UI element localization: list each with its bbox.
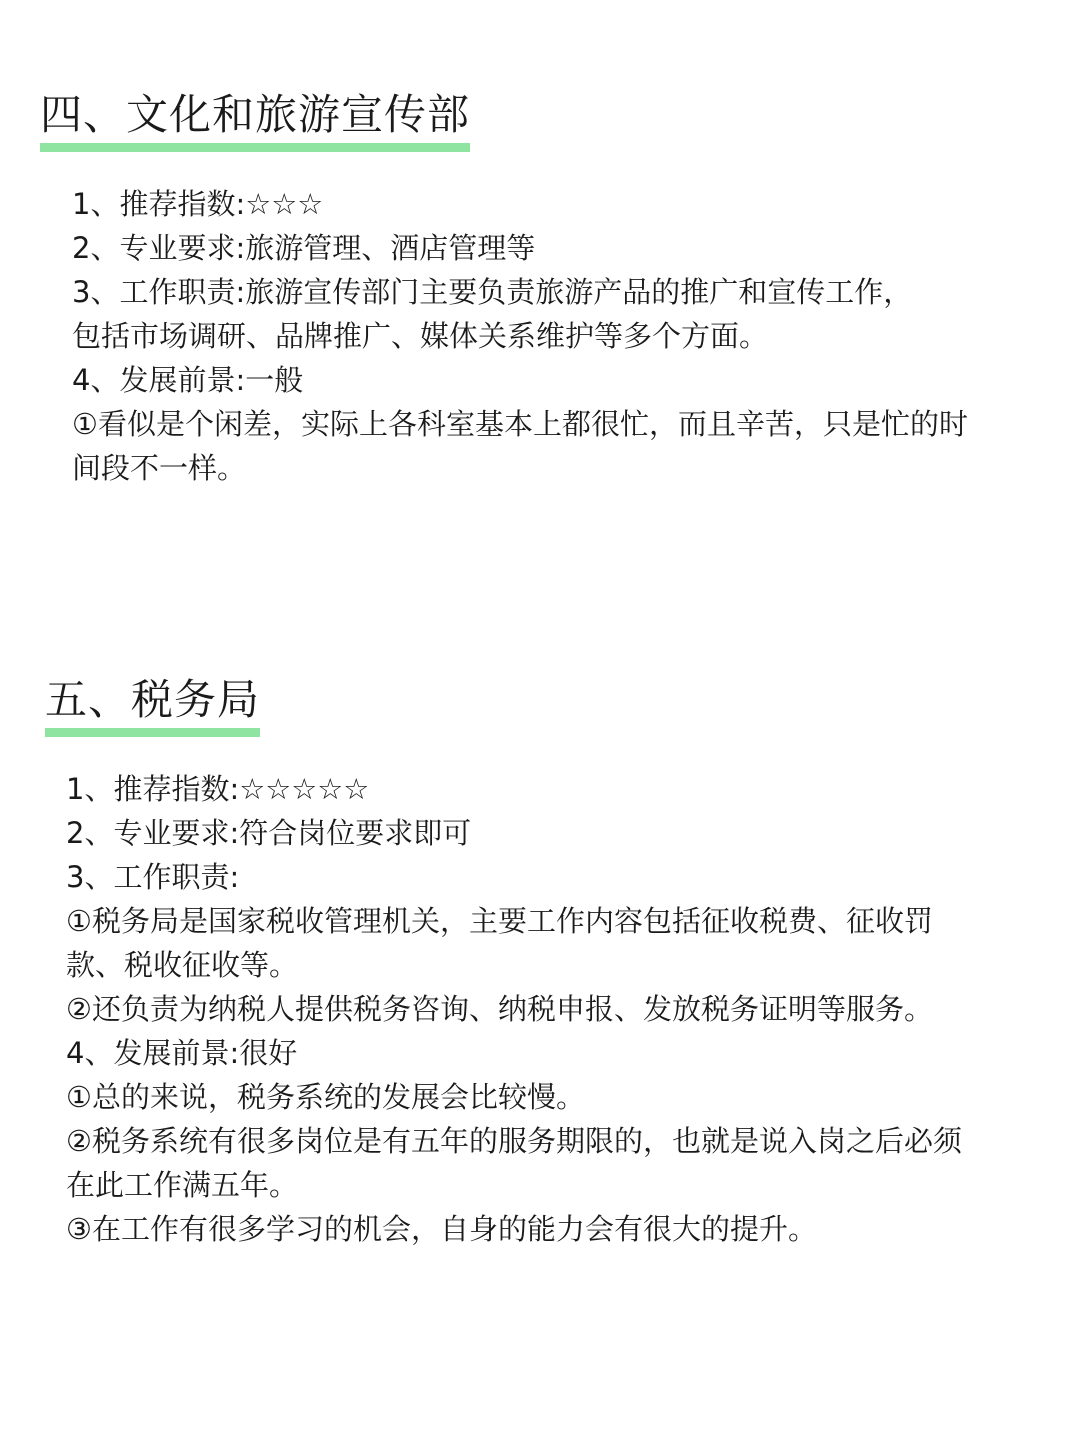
job-duty-item-continued-line: 款、税收征收等。 bbox=[66, 948, 299, 982]
prospect-item-line: ②税务系统有很多岗位是有五年的服务期限的，也就是说入岗之后必须 bbox=[66, 1124, 962, 1158]
job-duty-line: 3、工作职责: bbox=[66, 860, 240, 894]
prospect-line: 4、发展前景:一般 bbox=[72, 363, 304, 397]
section-body bbox=[72, 182, 1052, 490]
major-requirement-line: 2、专业要求:旅游管理、酒店管理等 bbox=[72, 231, 536, 265]
recommend-index-line: 1、推荐指数:☆☆☆☆☆ bbox=[66, 772, 370, 806]
section-tax-bureau bbox=[0, 665, 1080, 1246]
prospect-detail-line: ①看似是个闲差，实际上各科室基本上都很忙，而且辛苦，只是忙的时 bbox=[72, 407, 968, 441]
major-requirement-line: 2、专业要求:符合岗位要求即可 bbox=[66, 816, 472, 850]
recommend-index-line: 1、推荐指数:☆☆☆ bbox=[72, 187, 324, 221]
prospect-item-line: ①总的来说，税务系统的发展会比较慢。 bbox=[66, 1080, 585, 1114]
job-duty-item-line: ①税务局是国家税收管理机关，主要工作内容包括征收税费、征收罚 bbox=[66, 904, 933, 938]
section-heading: 四、文化和旅游宣传部 bbox=[40, 90, 471, 139]
section-body bbox=[66, 767, 1046, 1251]
section-heading-wrap bbox=[45, 665, 260, 735]
prospect-line: 4、发展前景:很好 bbox=[66, 1036, 298, 1070]
prospect-item-continued-line: 在此工作满五年。 bbox=[66, 1168, 299, 1202]
job-duty-item-line: ②还负责为纳税人提供税务咨询、纳税申报、发放税务证明等服务。 bbox=[66, 992, 933, 1026]
section-heading: 五、税务局 bbox=[45, 675, 261, 724]
section-culture-tourism bbox=[0, 80, 1080, 485]
prospect-detail-continued-line: 间段不一样。 bbox=[72, 451, 247, 485]
section-heading-wrap bbox=[40, 80, 470, 150]
prospect-item-line: ③在工作有很多学习的机会，自身的能力会有很大的提升。 bbox=[66, 1212, 817, 1246]
job-duty-continued-line: 包括市场调研、品牌推广、媒体关系维护等多个方面。 bbox=[72, 319, 769, 353]
job-duty-line: 3、工作职责:旅游宣传部门主要负责旅游产品的推广和宣传工作， bbox=[72, 275, 913, 309]
